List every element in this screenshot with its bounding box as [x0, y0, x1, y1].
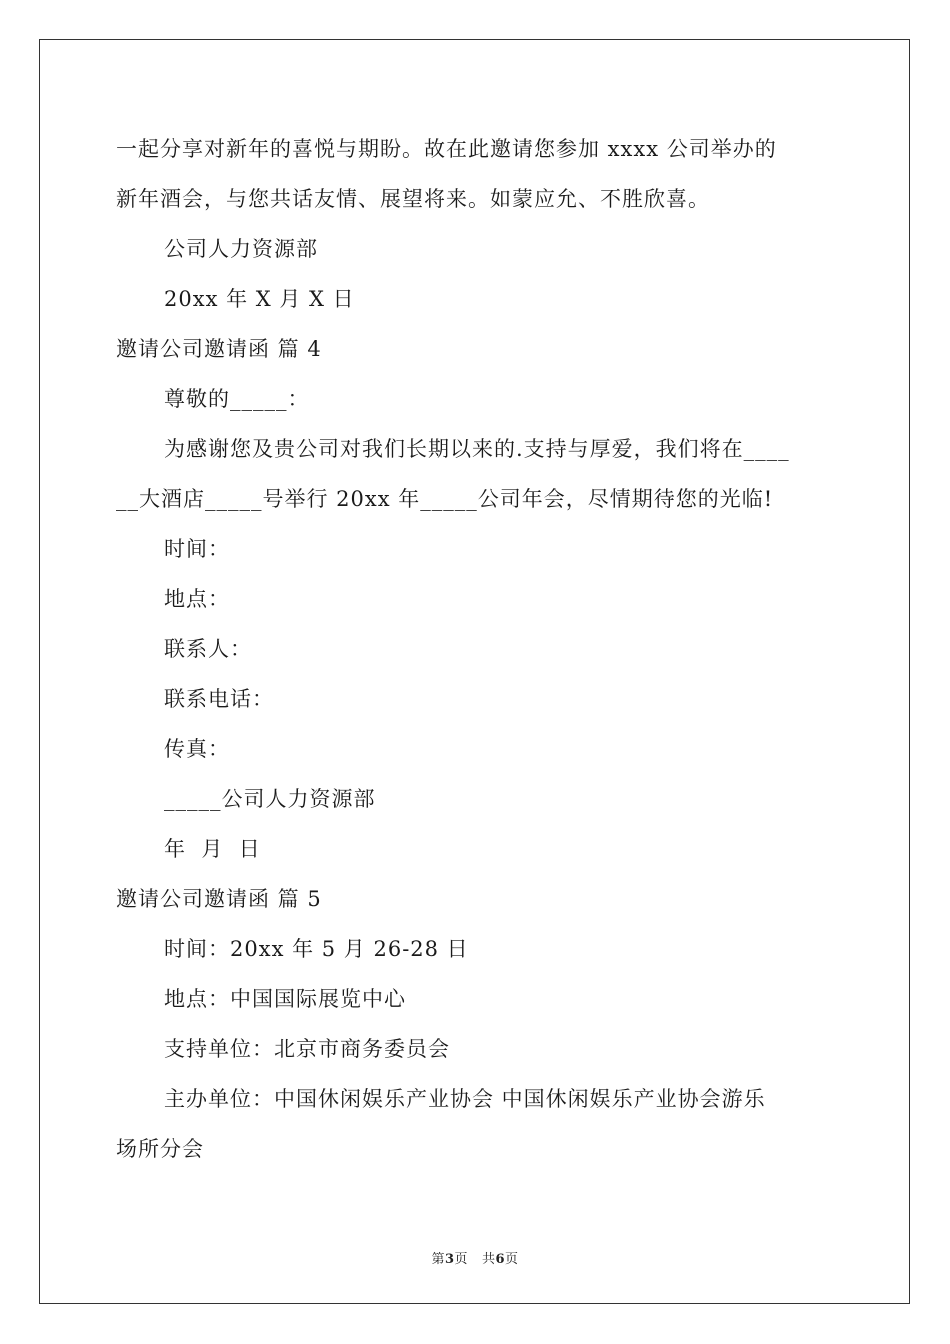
field-location: 地点： — [164, 587, 230, 611]
section-heading: 邀请公司邀请函 篇 4 — [116, 337, 322, 361]
field-contact: 联系人： — [164, 637, 252, 661]
field-fax: 传真： — [164, 737, 230, 761]
paragraph-line: 一起分享对新年的喜悦与期盼。故在此邀请您参加 xxxx 公司举办的 — [116, 137, 777, 161]
field-phone: 联系电话： — [164, 687, 274, 711]
signature-date: 年 月 日 — [164, 837, 261, 861]
field-supporter: 支持单位：北京市商务委员会 — [164, 1037, 450, 1061]
salutation: 尊敬的_____： — [164, 387, 310, 411]
section-heading: 邀请公司邀请函 篇 5 — [116, 887, 322, 911]
page-prefix: 第 — [431, 1252, 445, 1267]
field-organizer: 主办单位：中国休闲娱乐产业协会 中国休闲娱乐产业协会游乐 — [164, 1087, 766, 1111]
total-suffix: 页 — [505, 1252, 519, 1267]
page-number: 3 — [444, 1252, 455, 1267]
page-suffix: 页 — [454, 1252, 469, 1267]
document-body — [116, 124, 836, 1174]
field-location: 地点：中国国际展览中心 — [164, 987, 406, 1011]
paragraph-line: __大酒店_____号举行 20xx 年_____公司年会，尽情期待您的光临! — [116, 487, 774, 511]
field-time: 时间： — [164, 537, 230, 561]
total-prefix: 共 — [481, 1252, 496, 1267]
page-total: 6 — [495, 1252, 506, 1267]
signature-date: 20xx 年 X 月 X 日 — [164, 287, 355, 311]
paragraph-line: 新年酒会，与您共话友情、展望将来。如蒙应允、不胜欣喜。 — [116, 187, 710, 211]
field-time: 时间：20xx 年 5 月 26-28 日 — [164, 937, 469, 961]
signature-department: 公司人力资源部 — [164, 237, 318, 261]
paragraph-line: 场所分会 — [116, 1137, 204, 1161]
signature-department: _____公司人力资源部 — [164, 787, 376, 811]
paragraph-line: 为感谢您及贵公司对我们长期以来的.支持与厚爱，我们将在____ — [164, 437, 790, 461]
page-footer — [0, 1248, 950, 1267]
